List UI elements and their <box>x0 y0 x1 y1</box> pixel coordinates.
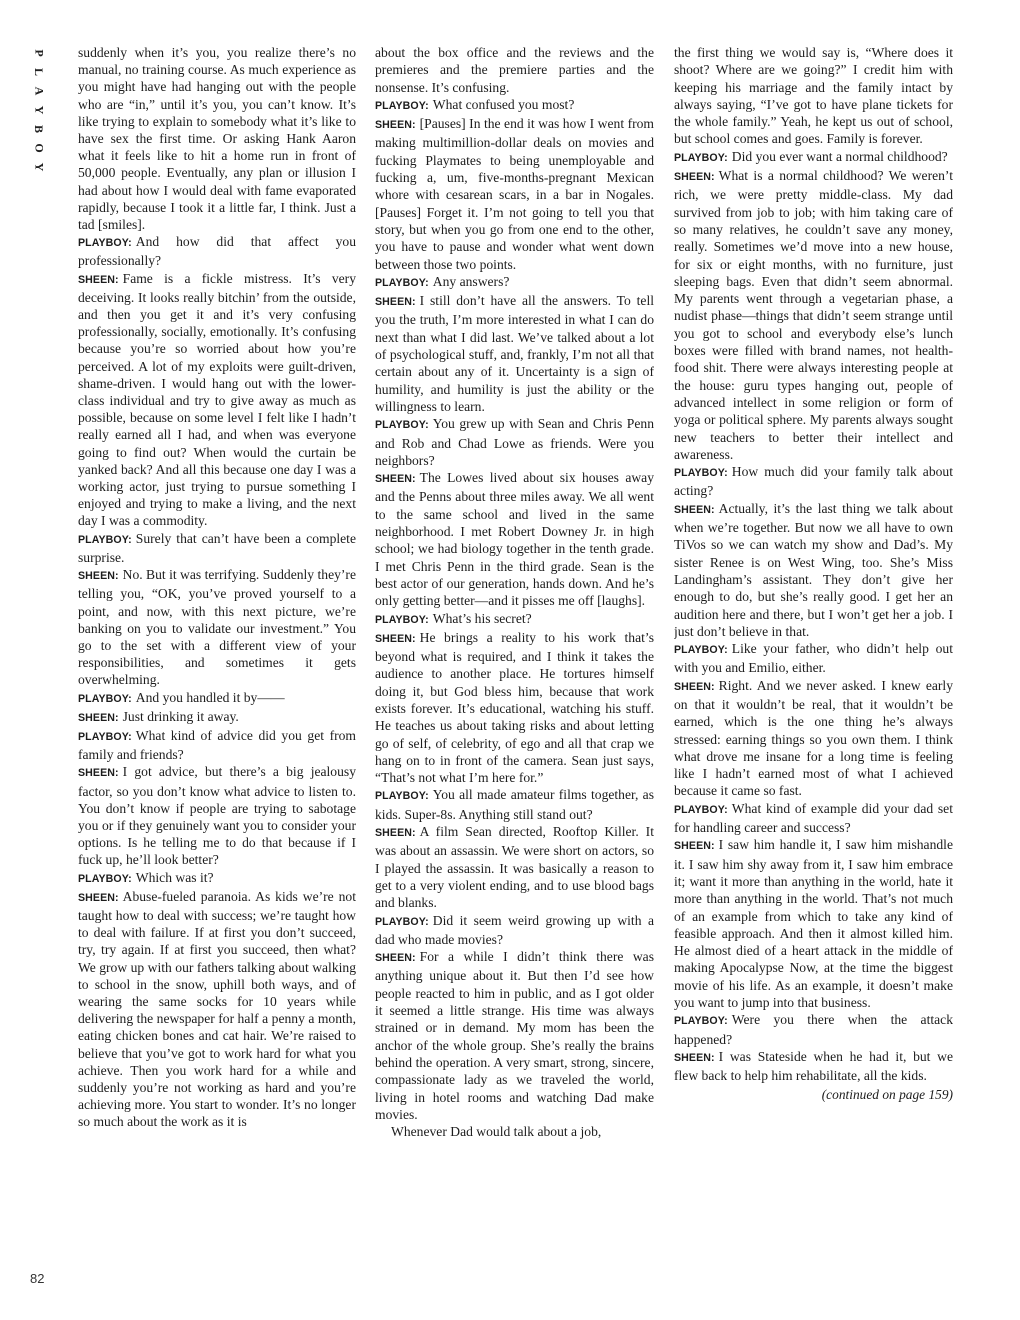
speaker-label: PLAYBOY: <box>674 803 728 816</box>
body-paragraph: about the box office and the reviews and the premieres and the premiere parties and the nonsense. It’s confusing. <box>375 45 654 95</box>
paragraph-text: Like your father, who didn’t help out with you and Emilio, either. <box>674 641 953 676</box>
interview-answer <box>375 469 654 609</box>
speaker-label: PLAYBOY: <box>674 1015 728 1028</box>
text-column-2 <box>375 44 654 1294</box>
interview-answer <box>78 708 356 727</box>
interview-answer <box>78 888 356 1131</box>
paragraph-text: Were you there when the attack happened? <box>674 1012 953 1047</box>
side-letter: A <box>32 86 47 97</box>
interview-question <box>375 786 654 823</box>
paragraph-text: For a while I didn’t think there was anything unique about it. But then I’d see how people reacted to him in public, and as I got older it seemed a little strange. His time was always strained or in demand. My mom has been the anchor of the whole group. She’s really the brains behind the operation. A very smart, strong, sincere, compassionate lady as we traveled the world, living in hotel rooms and watching Dad make movies. <box>375 949 654 1122</box>
interview-question <box>375 610 654 629</box>
speaker-label: PLAYBOY: <box>78 872 132 885</box>
interview-question <box>674 463 953 500</box>
side-letter: B <box>32 124 47 135</box>
paragraph-text: [Pauses] In the end it was how I went from making multimillion-dollar deals on movies and fucking Playmates to being unemployable and fucking a, um, five-months-pregnant Mexican whore with cesarean scars, in a bar in Nogales. [Pauses] Forget it. I’m not going to tell you that story, but when you go from one end to the other, you have to pause and wonder what went down between those two points. <box>375 116 654 272</box>
text-column-1 <box>78 44 356 1294</box>
speaker-label: SHEEN: <box>674 840 715 853</box>
paragraph-text: Fame is a fickle mistress. It’s very deceiving. It looks really bitchin’ from the outside, and then you get it and it’s very confusing professionally, socially, emotionally. It’s confusing because you’re so worried about how you’re perceived. A lot of my exploits were guilt-driven, shame-driven. I would hang out with the lower-class individual and try to give away as much as possible, because on some level I felt like I hadn’t really earned all I had, and when was everyone going to find out? When would the curtain be yanked back? And all this because one day I was a working actor, just trying to pursue something I enjoyed and trying to make a living, and the next day I was a commodity. <box>78 270 356 529</box>
body-paragraph: the first thing we would say is, “Where does it shoot? Where are we going?” I credit him with keeping his marriage and the family intact by always saying, “I’ve got to have plane tickets for the whole family.” Yeah, he kept us out of school, but school comes and goes. Family is forever. <box>674 45 953 147</box>
side-letter: Y <box>32 162 47 173</box>
paragraph-text: What is a normal childhood? We weren’t rich, we were pretty middle-class. My dad survived from job to job; with him taking care of so many relatives, he couldn’t save any money, really. Sometimes we’d move into a new house, for six or eight months, with no furniture, just sleeping bags. Even that didn’t seem abnormal. My parents went through a vegetarian phase, a nudist phase—things that didn’t seem strange until you got to school and everybody else’s lunch boxes were filled with brand names, not health-food shit. There were always interesting people at the house: guru types hanging out, people of advanced intellect in some religion or form of yoga or political sphere. My parents always sought new teachers to better their intellect and awareness. <box>674 168 953 462</box>
interview-answer <box>375 823 654 911</box>
interview-answer <box>375 948 654 1123</box>
paragraph-text: A film Sean directed, Rooftop Killer. It was about an assassin. We were short on actors, so I played the assassin. It was basically a reason to get to a very violent ending, and to use blood bags and blanks. <box>375 824 654 911</box>
paragraph-text: What’s his secret? <box>432 610 532 626</box>
paragraph-text: What kind of example did your dad set for handling career and success? <box>674 800 953 836</box>
speaker-label: PLAYBOY: <box>674 644 728 657</box>
paragraph-text: What kind of advice did you get from family and friends? <box>78 727 356 763</box>
speaker-label: SHEEN: <box>375 827 416 840</box>
interview-answer <box>375 115 654 273</box>
interview-answer <box>674 836 953 1011</box>
paragraph-text: I was Stateside when he had it, but we flew back to help him rehabilitate, all the kids. <box>674 1048 953 1084</box>
interview-answer <box>674 677 953 800</box>
interview-answer <box>78 763 356 868</box>
speaker-label: SHEEN: <box>375 119 416 132</box>
paragraph-text: What confused you most? <box>432 96 575 112</box>
speaker-label: PLAYBOY: <box>375 419 429 432</box>
interview-answer <box>674 500 953 640</box>
paragraph-text: You grew up with Sean and Chris Penn and Rob and Chad Lowe as friends. Were you neighbors? <box>375 416 654 468</box>
speaker-label: SHEEN: <box>78 570 119 583</box>
speaker-label: PLAYBOY: <box>78 237 132 250</box>
speaker-label: SHEEN: <box>375 632 416 645</box>
interview-answer <box>78 566 356 688</box>
page-number: 82 <box>30 1271 45 1286</box>
interview-question <box>375 415 654 469</box>
text-column-3 <box>674 44 953 1294</box>
paragraph-text: And you handled it by—— <box>135 689 285 705</box>
interview-question <box>674 1011 953 1048</box>
magazine-side-label <box>28 44 50 177</box>
interview-question <box>375 912 654 949</box>
interview-answer <box>78 270 356 530</box>
side-letter: P <box>32 49 47 58</box>
paragraph-text: Did you ever want a normal childhood? <box>731 148 948 164</box>
continued-note: (continued on page 159) <box>821 1086 953 1102</box>
speaker-label: PLAYBOY: <box>78 533 132 546</box>
interview-question <box>78 727 356 763</box>
speaker-label: PLAYBOY: <box>375 613 429 626</box>
paragraph-text: Right. And we never asked. I knew early on that it wouldn’t be real, that it wouldn’t be earned, which is the one thing he’s always stressed: earning things so you own them. I think what drove me insane for a long time is feeling like I hadn’t earned most of what I achieved because it came so fast. <box>674 677 953 799</box>
speaker-label: SHEEN: <box>674 680 715 693</box>
speaker-label: SHEEN: <box>78 891 119 904</box>
paragraph-text: No. But it was terrifying. Suddenly they’re telling you, “OK, you’ve proved yourself to a point, and now, with this next picture, we’re banking on you to validate our investment.” You go to the set with a different view of your responsibilities, and sometimes it gets overwhelming. <box>78 567 356 688</box>
speaker-label: SHEEN: <box>674 503 715 516</box>
paragraph-text: Which was it? <box>135 869 214 885</box>
paragraph-text: How much did your family talk about acting? <box>674 464 953 499</box>
paragraph-text: He brings a reality to his work that’s beyond what is required, and I think it takes the audience to another place. He tortures himself doing it, but God bless him, because that work exists forever. It’s educational, watching his stuff. He teaches us about taking risks and about letting go of self, of celebrity, of ego and all that crap we hang on to in front of the camera. Sean just says, “That’s not what I’m here for.” <box>375 629 654 786</box>
interview-answer <box>375 629 654 787</box>
speaker-label: PLAYBOY: <box>674 151 728 164</box>
interview-answer <box>674 167 953 463</box>
paragraph-text: Surely that can’t have been a complete surprise. <box>78 530 356 565</box>
speaker-label: SHEEN: <box>375 296 416 309</box>
speaker-label: PLAYBOY: <box>375 915 429 928</box>
speaker-label: PLAYBOY: <box>375 790 429 803</box>
paragraph-text: And how did that affect you professionally? <box>78 234 356 269</box>
paragraph-text: Did it seem weird growing up with a dad who made movies? <box>375 912 654 947</box>
speaker-label: SHEEN: <box>78 767 119 780</box>
speaker-label: SHEEN: <box>375 473 416 486</box>
interview-question <box>78 689 356 708</box>
paragraph-text: Actually, it’s the last thing we talk about when we’re together. But now we all have to own TiVos so we can watch my show and Dad’s. My sister Renee is on West Wing, too. She’s Miss Landingham’s assistant. They don’t give her enough to do, but she’s really good. I get her an audition here and there, but I won’t get her a job. I just don’t believe in that. <box>674 500 953 639</box>
column-body <box>674 44 953 1085</box>
side-letter: Y <box>32 105 47 116</box>
interview-question <box>674 148 953 167</box>
interview-question <box>674 640 953 677</box>
speaker-label: SHEEN: <box>375 952 416 965</box>
speaker-label: PLAYBOY: <box>674 467 728 480</box>
interview-question <box>375 273 654 292</box>
interview-question <box>674 800 953 837</box>
speaker-label: PLAYBOY: <box>78 730 132 743</box>
speaker-label: SHEEN: <box>78 273 119 286</box>
body-paragraph: Whenever Dad would talk about a job, <box>391 1124 602 1140</box>
interview-answer <box>674 1048 953 1085</box>
speaker-label: PLAYBOY: <box>375 276 429 289</box>
paragraph-text: I got advice, but there’s a big jealousy factor, so you don’t know what advice to listen to. You don’t know if people are trying to sabotage you or if they genuinely want you to consider your options. Is he telling me to do that because if I fuck up, he’ll look better? <box>78 764 356 868</box>
paragraph-text: I saw him handle it, I saw him mishandle it. I saw him shy away from it, I saw him embrace it; want it more than anything in the world, hate it more than anything in the world. That’s not much of an example from which to take any kind of feasible approach. And then it almost killed him. He almost died of a heart attack in the middle of making Apocalypse Now, at the time the biggest movie of his life. As an example, it doesn’t make you want to jump into that business. <box>674 837 953 1011</box>
speaker-label: SHEEN: <box>674 1051 715 1064</box>
paragraph-text: You all made amateur films together, as kids. Super-8s. Anything still stand out? <box>375 787 654 822</box>
interview-question <box>78 530 356 566</box>
paragraph-text: Abuse-fueled paranoia. As kids we’re not taught how to deal with success; we’re taught how to deal with failure. If at first you don’t succeed, try, try again. If at first you succeed, then what? We grow up with our fathers talking about walking to school in the snow, uphill both ways, and of wearing the same socks for 10 years while delivering the newspaper for half a penny a month, eating chicken bones and cat hair. We’re raised to believe that you’ve got to work hard for what you achieve. Then you work hard for a while and suddenly you’re not working as hard and you’re achieving more. You start to wonder. It’s no longer so much about the work as it is <box>78 888 356 1130</box>
speaker-label: PLAYBOY: <box>78 692 132 705</box>
speaker-label: PLAYBOY: <box>375 99 429 112</box>
paragraph-text: I still don’t have all the answers. To tell you the truth, I’m more interested in what I can do next than what I did last. We’ve talked about a lot of psychological stuff, and, frankly, I’m not all that certain about any of it. Uncertainty is a sign of humility, and humility is just the ability or the willingness to learn. <box>375 293 654 414</box>
interview-question <box>375 96 654 115</box>
interview-question <box>78 233 356 269</box>
speaker-label: SHEEN: <box>674 171 715 184</box>
paragraph-text: Just drinking it away. <box>122 708 239 724</box>
paragraph-text: Any answers? <box>432 273 510 289</box>
speaker-label: SHEEN: <box>78 711 119 724</box>
paragraph-text: The Lowes lived about six houses away and the Penns about three miles away. We all went to the same school and lived in the same neighborhood. I met Robert Downey Jr. in high school; we had biology together in the tenth grade. I met Chris Penn in the third grade. Sean is the best actor of our generation, hands down. And he’s only getting better—and it pisses me off [laughs]. <box>375 470 654 609</box>
side-letter: L <box>32 67 47 78</box>
body-paragraph: suddenly when it’s you, you realize there’s no manual, no training course. As much experience as you might have had hanging out with the people who are “in,” until it’s you, you can’t know. It’s like trying to explain to somebody what it’s like to have sex the first time. Or asking Hank Aaron what it feels like to hit a home run in front of 50,000 people. Eventually, any plan or illusion I had about how I would deal with fame evaporated rapidly, because I took it a little far, I think. Just a tad [smiles]. <box>78 45 356 233</box>
interview-question <box>78 869 356 888</box>
interview-answer <box>375 292 654 415</box>
side-letter: O <box>32 143 47 154</box>
